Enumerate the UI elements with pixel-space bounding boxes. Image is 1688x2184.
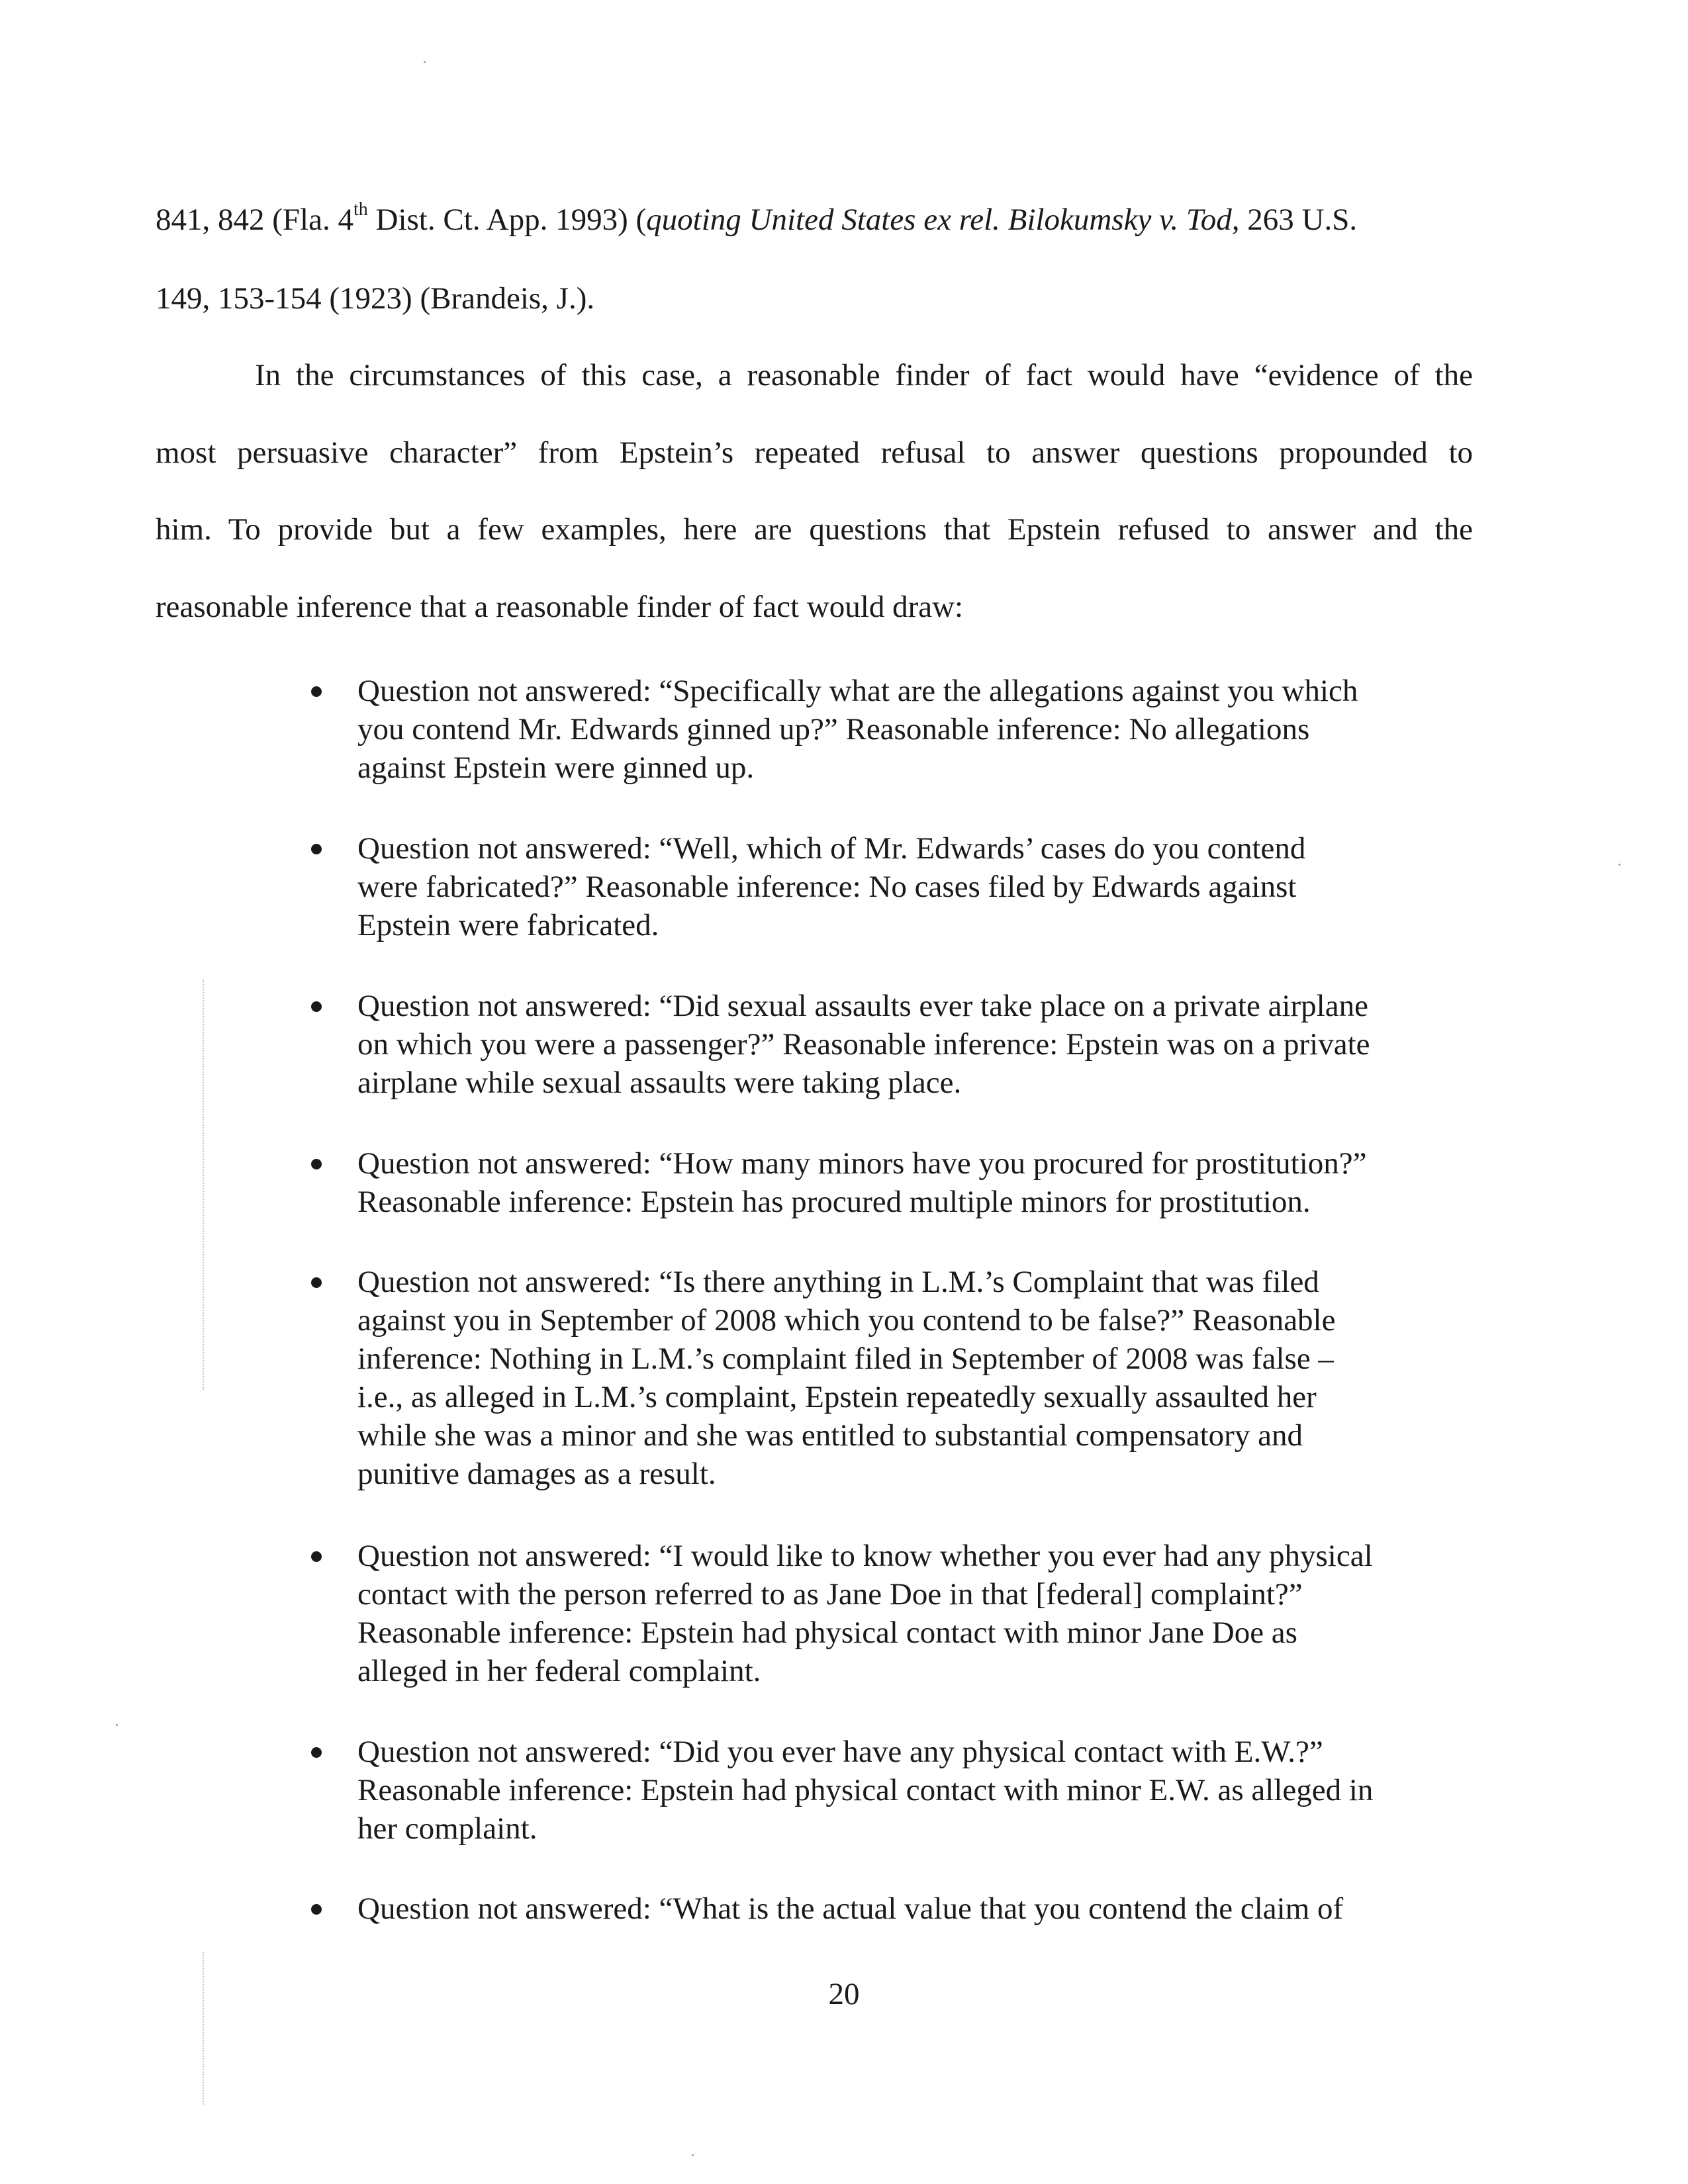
list-item-line: against Epstein were ginned up.: [357, 751, 755, 785]
citation-line-1: [156, 201, 1357, 238]
list-item-line: i.e., as alleged in L.M.’s complaint, Epstein repeatedly sexually assaulted her: [357, 1380, 1317, 1414]
list-item-line: on which you were a passenger?” Reasonable inference: Epstein was on a private: [357, 1027, 1370, 1062]
scan-speck: [692, 2154, 694, 2156]
bullet-icon: [311, 1904, 322, 1915]
paragraph-line-1: In the circumstances of this case, a reasonable finder of fact would have “evidence of the: [255, 358, 1473, 392]
list-item-line: contact with the person referred to as Jane Doe in that [federal] complaint?”: [357, 1577, 1303, 1612]
list-item-line: Question not answered: “I would like to know whether you ever had any physical: [357, 1539, 1373, 1573]
list-item-line: while she was a minor and she was entitled to substantial compensatory and: [357, 1418, 1303, 1453]
paragraph-line-3: him. To provide but a few examples, here are questions that Epstein refused to answer and the: [156, 512, 1473, 547]
citation-text: Dist. Ct. App. 1993) (: [367, 203, 647, 237]
scan-speck: [424, 61, 426, 63]
scan-speck: [116, 1724, 118, 1726]
list-item-line: Reasonable inference: Epstein had physical contact with minor Jane Doe as: [357, 1615, 1297, 1650]
bullet-icon: [311, 1159, 322, 1169]
list-item-text: [357, 1263, 1509, 1493]
bullet-icon: [311, 1001, 322, 1012]
list-item-line: you contend Mr. Edwards ginned up?” Reasonable inference: No allegations: [357, 712, 1310, 747]
citation-text: 263 U.S.: [1239, 203, 1358, 237]
ordinal-superscript: th: [353, 199, 368, 220]
list-item-line: Question not answered: “Specifically what are the allegations against you which: [357, 674, 1358, 708]
list-item-text: [357, 1733, 1509, 1848]
list-item-line: Question not answered: “How many minors have you procured for prostitution?”: [357, 1146, 1367, 1181]
list-item-line: her complaint.: [357, 1811, 538, 1846]
list-item-text: [357, 1144, 1509, 1221]
list-item-text: [357, 1889, 1509, 1928]
list-item-line: were fabricated?” Reasonable inference: No cases filed by Edwards against: [357, 870, 1297, 904]
list-item-text: [357, 829, 1509, 944]
list-item-line: Reasonable inference: Epstein had physical contact with minor E.W. as alleged in: [357, 1773, 1374, 1807]
scan-margin-marks: [203, 979, 204, 1390]
page-number: 20: [828, 1977, 860, 2011]
list-item-line: alleged in her federal complaint.: [357, 1654, 761, 1688]
list-item-line: against you in September of 2008 which you contend to be false?” Reasonable: [357, 1303, 1336, 1338]
list-item-text: [357, 672, 1509, 787]
list-item-line: airplane while sexual assaults were taking place.: [357, 1066, 962, 1100]
list-item-text: [357, 987, 1509, 1102]
list-item-line: Epstein were fabricated.: [357, 908, 659, 942]
list-item-line: Question not answered: “Well, which of Mr. Edwards’ cases do you contend: [357, 831, 1306, 866]
list-item-line: Question not answered: “Did you ever have any physical contact with E.W.?”: [357, 1735, 1323, 1769]
citation-text: 841, 842 (Fla. 4: [156, 203, 353, 237]
bullet-icon: [311, 686, 322, 697]
bullet-icon: [311, 844, 322, 854]
list-item-line: Reasonable inference: Epstein has procured multiple minors for prostitution.: [357, 1185, 1311, 1219]
list-item-line: punitive damages as a result.: [357, 1457, 716, 1491]
list-item-line: Question not answered: “What is the actual value that you contend the claim of: [357, 1891, 1344, 1926]
bullet-icon: [311, 1551, 322, 1562]
citation-line-2: 149, 153-154 (1923) (Brandeis, J.).: [156, 281, 595, 316]
bullet-icon: [311, 1277, 322, 1288]
scan-speck: [1618, 864, 1620, 866]
bullet-icon: [311, 1747, 322, 1758]
list-item-text: [357, 1537, 1509, 1690]
paragraph-line-2: most persuasive character” from Epstein’s repeated refusal to answer questions propounded to: [156, 435, 1473, 470]
list-item-line: Question not answered: “Did sexual assaults ever take place on a private airplane: [357, 989, 1368, 1023]
scan-margin-marks: [203, 1952, 204, 2105]
list-item-line: inference: Nothing in L.M.’s complaint filed in September of 2008 was false –: [357, 1342, 1334, 1376]
citation-italic: quoting United States ex rel. Bilokumsky v. Tod,: [646, 203, 1240, 237]
list-item-line: Question not answered: “Is there anything in L.M.’s Complaint that was filed: [357, 1265, 1319, 1299]
paragraph-line-4: reasonable inference that a reasonable finder of fact would draw:: [156, 590, 964, 624]
